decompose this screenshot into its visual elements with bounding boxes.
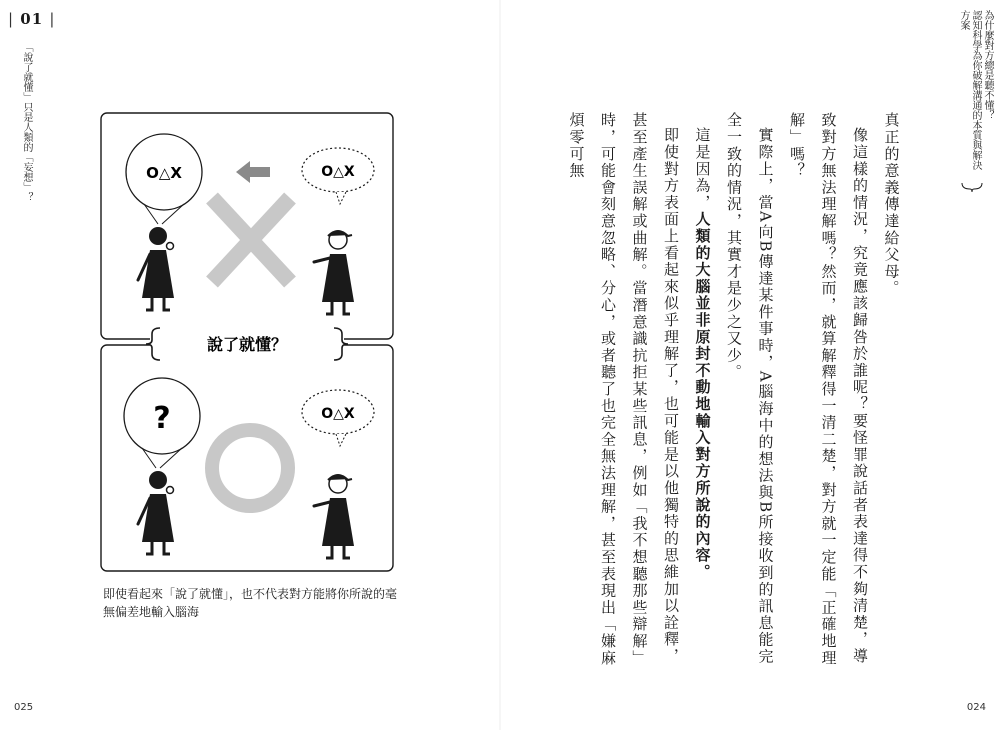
top-right-bubble-text: O△X xyxy=(321,164,355,180)
communication-illustration xyxy=(100,112,394,572)
bottom-right-bubble xyxy=(302,390,374,446)
body-text xyxy=(560,112,907,672)
chapter-number: 01 xyxy=(20,10,44,28)
page-number-left: 025 xyxy=(14,702,34,713)
bottom-right-figure xyxy=(314,475,354,558)
circle-mark xyxy=(212,430,288,506)
cross-mark xyxy=(212,198,290,282)
bottom-left-figure xyxy=(138,471,174,554)
running-head xyxy=(957,10,993,170)
running-head-brace xyxy=(960,182,984,192)
chapter-subtitle: 「說了就懂」只是人類的「妄想」？ xyxy=(21,42,32,202)
illustration-caption: 即使看起來「說了就懂」，也不代表對方能將你所說的毫無偏差地輸入腦海 xyxy=(103,587,398,619)
arrow-icon xyxy=(236,161,270,183)
paragraph-2: 像這樣的情況，究竟應該歸咎於誰呢？要怪罪說話者表達得不夠清楚，導致對方無法理解嗎？然而，就算解釋得一清二楚，對方就一定能「正確地理解」嗎？ xyxy=(788,112,869,667)
bottom-left-bubble-text: ? xyxy=(153,401,171,436)
page-number-right: 024 xyxy=(966,702,986,713)
top-right-bubble xyxy=(302,148,374,204)
running-head-subtitle: 認知科學為你破解溝通的本質與解決方案 xyxy=(958,10,981,170)
running-head-title: 為什麼對方總是聽不懂？ xyxy=(982,10,993,120)
chapter-marker: | 01 | xyxy=(8,10,56,28)
paragraph-3: 實際上，當A向B傳達某件事時，A腦海中的想法與B所接收到的訊息能完全一致的情況，其實才是少之又少。 xyxy=(725,112,775,666)
top-left-bubble xyxy=(126,134,202,224)
top-left-figure xyxy=(138,227,174,310)
bottom-right-bubble-text: O△X xyxy=(321,406,355,422)
paragraph-4 xyxy=(686,112,718,672)
top-left-bubble-text: O△X xyxy=(146,164,182,182)
center-label: 說了就懂？ xyxy=(206,335,288,354)
top-right-figure xyxy=(314,231,354,314)
bottom-left-bubble xyxy=(124,378,200,468)
paragraph-1: 真正的意義傳達給父母。 xyxy=(882,112,901,297)
paragraph-4-emphasis: 人類的大腦並非原封不動地輸入對方所說的內容。 xyxy=(693,211,712,581)
paragraph-4-lead: 這是因為， xyxy=(693,127,712,211)
paragraph-5: 即使對方表面上看起來似乎理解了，也可能是以他獨特的思維加以詮釋，甚至產生誤解或曲解。當潛意識抗拒某些訊息，例如「我不想聽那些辯解」時，可能會刻意忽略、分心，或者聽了也完全無法理解，甚至表現出「嫌麻煩零可無 xyxy=(567,112,680,667)
